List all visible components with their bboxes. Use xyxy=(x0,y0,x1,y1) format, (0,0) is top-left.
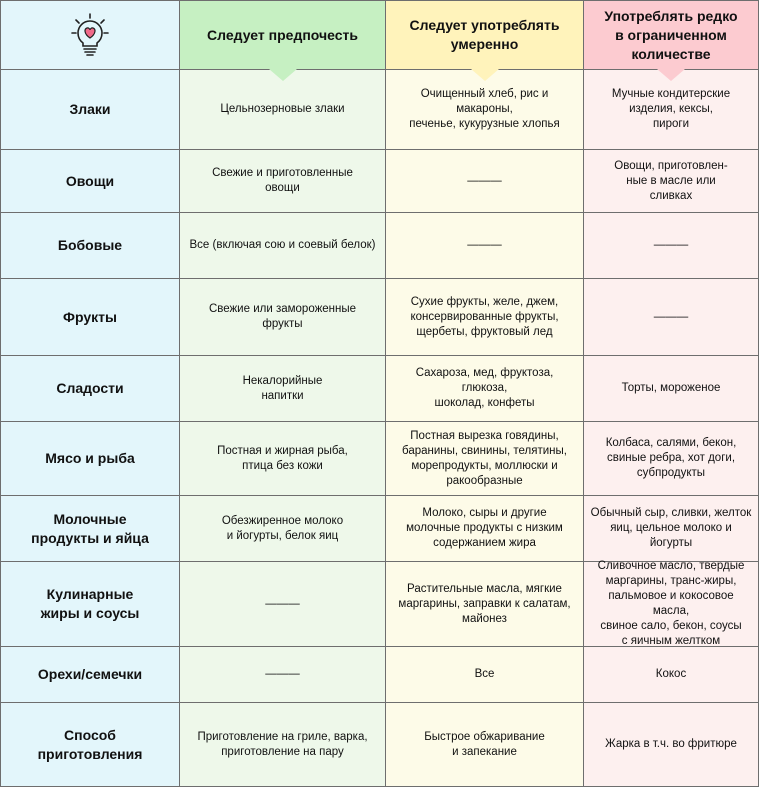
cell-rare-text: Мучные кондитерские изделия, кексы, пироги xyxy=(611,88,731,130)
header-arrow xyxy=(269,69,297,81)
cell-rare xyxy=(584,356,759,422)
header-arrow xyxy=(471,69,499,81)
cell-prefer xyxy=(180,562,386,647)
cell-prefer xyxy=(180,356,386,422)
cell-rare xyxy=(584,703,759,787)
cell-prefer-text: Постная и жирная рыба, птица без кожи xyxy=(217,444,348,472)
row-label xyxy=(0,562,180,647)
cell-moderate-text: Очищенный хлеб, рис и макароны, печенье, кукурузные хлопья xyxy=(409,88,560,130)
cell-moderate-text: ——— xyxy=(467,174,502,187)
cell-rare-text: Обычный сыр, сливки, желток яиц, цельное молоко и йогурты xyxy=(590,507,752,549)
row-label-text: Молочные продукты и яйца xyxy=(31,510,149,546)
cell-moderate xyxy=(386,647,584,703)
cell-rare xyxy=(584,279,759,356)
cell-moderate xyxy=(386,150,584,213)
cell-moderate-text: Сахароза, мед, фруктоза, глюкоза, шоколад, конфеты xyxy=(415,367,554,409)
cell-rare-text: Овощи, приготовлен- ные в масле или сливках xyxy=(614,159,728,202)
cell-moderate-text: Сухие фрукты, желе, джем, консервированные фрукты, щербеты, фруктовый лед xyxy=(410,295,559,338)
cell-moderate xyxy=(386,213,584,279)
cell-rare xyxy=(584,496,759,562)
header-prefer xyxy=(180,0,386,70)
cell-moderate-text: Быстрое обжаривание и запекание xyxy=(424,730,545,758)
cell-moderate xyxy=(386,496,584,562)
cell-rare xyxy=(584,562,759,647)
cell-prefer xyxy=(180,150,386,213)
cell-rare xyxy=(584,647,759,703)
row-label xyxy=(0,703,180,787)
cell-prefer-text: ——— xyxy=(265,597,300,610)
row-label-text: Бобовые xyxy=(57,237,123,253)
header-rare xyxy=(584,0,759,70)
cell-moderate-text: Растительные масла, мягкие маргарины, заправки к салатам, майонез xyxy=(398,582,571,625)
row-label xyxy=(0,279,180,356)
cell-prefer xyxy=(180,703,386,787)
cell-moderate xyxy=(386,356,584,422)
header-arrow xyxy=(657,69,685,81)
row-label xyxy=(0,647,180,703)
cell-prefer-text: Некалорийные напитки xyxy=(242,374,323,402)
row-label xyxy=(0,150,180,213)
cell-rare-text: ——— xyxy=(653,310,689,323)
cell-prefer xyxy=(180,213,386,279)
cell-prefer-text: Свежие или замороженные фрукты xyxy=(208,303,357,330)
cell-prefer xyxy=(180,70,386,150)
cell-moderate xyxy=(386,70,584,150)
cell-rare-text: ——— xyxy=(653,239,689,251)
cell-rare-text: Жарка в т.ч. во фритюре xyxy=(605,738,737,750)
cell-prefer-text: ——— xyxy=(265,668,300,680)
header-icon-cell xyxy=(0,0,180,70)
row-label xyxy=(0,356,180,422)
row-label-text: Способ приготовления xyxy=(37,726,143,762)
cell-rare-text: Колбаса, салями, бекон, свиные ребра, хот доги, субпродукты xyxy=(605,437,737,479)
cell-moderate-text: Молоко, сыры и другие молочные продукты с низким содержанием жира xyxy=(406,507,563,549)
lightbulb-heart-icon xyxy=(70,12,110,58)
cell-moderate xyxy=(386,279,584,356)
header-moderate xyxy=(386,0,584,70)
cell-moderate xyxy=(386,422,584,496)
row-label-text: Фрукты xyxy=(63,308,117,325)
row-label xyxy=(0,496,180,562)
cell-prefer-text: Свежие и приготовленные овощи xyxy=(212,167,353,194)
cell-moderate xyxy=(386,703,584,787)
header-rare-label: Употреблять редко в ограниченном количестве xyxy=(604,7,738,62)
cell-prefer-text: Обезжиренное молоко и йогурты, белок яиц xyxy=(221,514,344,542)
cell-rare-text: Кокос xyxy=(655,668,687,680)
header-moderate-label: Следует употреблять умеренно xyxy=(409,17,560,52)
cell-moderate-text: Все xyxy=(474,668,495,680)
cell-prefer xyxy=(180,647,386,703)
row-label xyxy=(0,70,180,150)
cell-prefer xyxy=(180,422,386,496)
cell-rare xyxy=(584,150,759,213)
header-prefer-label: Следует предпочесть xyxy=(207,26,358,43)
row-label-text: Орехи/семечки xyxy=(37,666,143,682)
cell-rare-text: Сливочное масло, твердые маргарины, транс-жиры, пальмовое и кокосовое масла, свиное сало, бекон, соусы с яичным желтком xyxy=(597,560,745,647)
cell-moderate xyxy=(386,562,584,647)
cell-rare xyxy=(584,422,759,496)
cell-prefer xyxy=(180,279,386,356)
row-label xyxy=(0,213,180,279)
row-label-text: Сладости xyxy=(56,380,124,396)
cell-prefer-text: Цельнозерновые злаки xyxy=(220,103,345,115)
cell-moderate-text: Постная вырезка говядины, баранины, свинины, телятины, морепродукты, моллюски и ракообразные xyxy=(402,429,567,487)
cell-rare xyxy=(584,213,759,279)
cell-rare xyxy=(584,70,759,150)
row-label xyxy=(0,422,180,496)
row-label-text: Овощи xyxy=(65,172,115,189)
cell-prefer xyxy=(180,496,386,562)
cell-moderate-text: ——— xyxy=(467,239,502,251)
cell-prefer-text: Приготовление на гриле, варка, приготовление на пару xyxy=(197,730,368,758)
cell-prefer-text: Все (включая сою и соевый белок) xyxy=(189,239,376,251)
row-label-text: Мясо и рыба xyxy=(45,450,135,466)
row-label-text: Кулинарные жиры и соусы xyxy=(40,586,140,621)
cell-rare-text: Торты, мороженое xyxy=(621,382,721,394)
row-label-text: Злаки xyxy=(69,101,111,117)
